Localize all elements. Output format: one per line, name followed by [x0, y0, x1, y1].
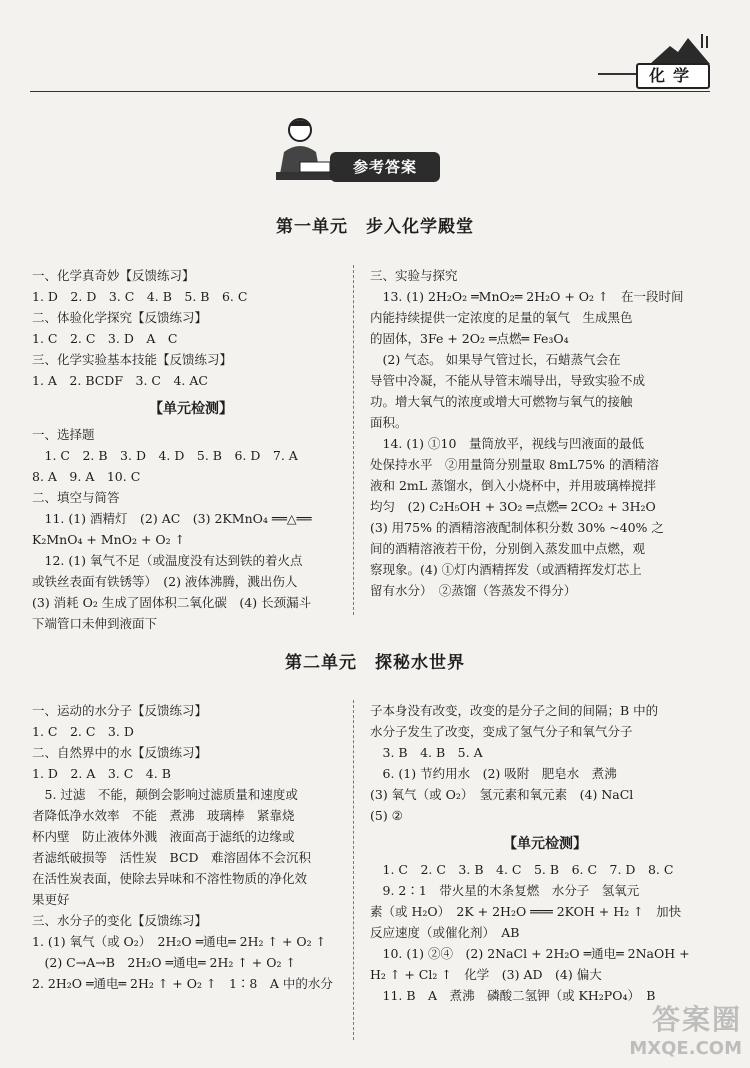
- answer-line: 留有水分） ②蒸馏（答蒸发不得分）: [370, 583, 577, 598]
- answer-line: 1. C 2. C 3. D: [32, 724, 134, 739]
- answer-line: 果更好: [32, 892, 70, 907]
- section-heading: 一、运动的水分子【反馈练习】: [32, 703, 208, 718]
- answer-line: 杯内壁 防止液体外溅 液面高于滤纸的边缘或: [32, 829, 295, 844]
- column-divider-2: [353, 700, 354, 1040]
- answer-line: 8. A 9. A 10. C: [32, 469, 141, 484]
- answer-line: 的固体，3Fe + 2O₂ ═点燃═ Fe₃O₄: [370, 331, 569, 346]
- answer-line: (3) 用75% 的酒精溶液配制体积分数 30% ~40% 之: [370, 520, 664, 535]
- section-heading: 三、实验与探究: [370, 268, 458, 283]
- answer-line: 3. B 4. B 5. A: [370, 745, 483, 760]
- answer-line: 在活性炭表面，使除去异味和不溶性物质的净化效: [32, 871, 308, 886]
- answer-emblem: [270, 112, 450, 192]
- answer-line: 内能持续提供一定浓度的足量的氧气 生成黑色: [370, 310, 633, 325]
- answer-line: (3) 消耗 O₂ 生成了固体积二氧化碳 (4) 长颈漏斗: [32, 595, 312, 610]
- unit1-title: 第一单元 步入化学殿堂: [276, 217, 474, 237]
- watermark-url: MXQE.COM: [629, 1038, 742, 1059]
- answer-line: 11. B A 煮沸 磷酸二氢钾（或 KH₂PO₄） B: [370, 988, 656, 1003]
- section-heading: 三、化学实验基本技能【反馈练习】: [32, 352, 233, 367]
- answer-banner: 参考答案: [330, 152, 440, 182]
- answer-line: 水分子发生了改变，变成了氢气分子和氧气分子: [370, 724, 633, 739]
- answer-line: (2) 气态。 如果导气管过长，石蜡蒸气会在: [370, 352, 621, 367]
- unit2-left-column: [32, 700, 350, 994]
- section-heading: 二、填空与简答: [32, 490, 120, 505]
- header-rule-short: [598, 73, 638, 75]
- answer-line: 1. C 2. C 3. B 4. C 5. B 6. C 7. D 8. C: [370, 862, 674, 877]
- subject-tab: 化学: [636, 63, 710, 89]
- answer-line: 6. (1) 节约用水 (2) 吸附 肥皂水 煮沸: [370, 766, 617, 781]
- watermark: [592, 998, 742, 1058]
- answer-line: 1. C 2. B 3. D 4. D 5. B 6. D 7. A: [32, 448, 298, 463]
- section-heading: 一、化学真奇妙【反馈练习】: [32, 268, 195, 283]
- answer-line: 12. (1) 氧气不足（或温度没有达到铁的着火点: [32, 553, 303, 568]
- answer-line: 5. 过滤 不能，颠倒会影响过滤质量和速度或: [32, 787, 298, 802]
- answer-line: H₂ ↑ + Cl₂ ↑ 化学 (3) AD (4) 偏大: [370, 967, 602, 982]
- answer-line: (5) ②: [370, 808, 403, 823]
- answer-line: 者滤纸破损等 活性炭 BCD 难溶固体不会沉积: [32, 850, 312, 865]
- answer-line: 者降低净水效率 不能 煮沸 玻璃棒 紧靠烧: [32, 808, 295, 823]
- answer-line: 功。增大氧气的浓度或增大可燃物与氧气的接触: [370, 394, 633, 409]
- answer-line: 1. D 2. A 3. C 4. B: [32, 766, 171, 781]
- answer-line: 11. (1) 酒精灯 (2) AC (3) 2KMnO₄ ══△══: [32, 511, 312, 526]
- unit2-right-column: [370, 700, 720, 1006]
- answer-line: 1. D 2. D 3. C 4. B 5. B 6. C: [32, 289, 248, 304]
- answer-line: 2. 2H₂O ═通电═ 2H₂ ↑ + O₂ ↑ 1∶8 A 中的水分: [32, 976, 333, 991]
- subsection-heading: 【单元检测】: [149, 401, 233, 417]
- answer-line: 察现象。(4) ①灯内酒精挥发（或酒精挥发灯芯上: [370, 562, 642, 577]
- section-heading: 二、体验化学探究【反馈练习】: [32, 310, 208, 325]
- answer-line: K₂MnO₄ + MnO₂ + O₂ ↑: [32, 532, 186, 547]
- unit1-right-column: [370, 265, 720, 601]
- section-heading: 一、选择题: [32, 427, 95, 442]
- answer-line: 或铁丝表面有铁锈等） (2) 液体沸腾，溅出伤人: [32, 574, 298, 589]
- header-rule: [30, 91, 710, 92]
- answer-line: 导管中冷凝，不能从导管末端导出，导致实验不成: [370, 373, 646, 388]
- answer-line: 下端管口未伸到液面下: [32, 616, 158, 631]
- unit1-left-column: [32, 265, 350, 634]
- subsection-heading: 【单元检测】: [503, 836, 587, 852]
- answer-line: 反应速度（或催化剂） AB: [370, 925, 520, 940]
- answer-line: 间的酒精溶液若干份，分别倒入蒸发皿中点燃，观: [370, 541, 646, 556]
- answer-line: 均匀 (2) C₂H₅OH + 3O₂ ═点燃═ 2CO₂ + 3H₂O: [370, 499, 656, 514]
- answer-line: 处保持水平 ②用量筒分别量取 8mL75% 的酒精溶: [370, 457, 659, 472]
- answer-line: 1. A 2. BCDF 3. C 4. AC: [32, 373, 208, 388]
- answer-line: 面积。: [370, 415, 408, 430]
- answer-line: 1. C 2. C 3. D A C: [32, 331, 178, 346]
- answer-line: 13. (1) 2H₂O₂ ═MnO₂═ 2H₂O + O₂ ↑ 在一段时间: [370, 289, 684, 304]
- column-divider: [353, 265, 354, 615]
- unit2-title: 第二单元 探秘水世界: [285, 653, 465, 673]
- section-heading: 二、自然界中的水【反馈练习】: [32, 745, 208, 760]
- answer-line: 1. (1) 氧气（或 O₂） 2H₂O ═通电═ 2H₂ ↑ + O₂ ↑: [32, 934, 327, 949]
- answer-line: 素（或 H₂O） 2K + 2H₂O ═══ 2KOH + H₂ ↑ 加快: [370, 904, 682, 919]
- section-heading: 三、水分子的变化【反馈练习】: [32, 913, 208, 928]
- answer-line: 14. (1) ①10 量筒放平，视线与凹液面的最低: [370, 436, 644, 451]
- answer-line: 子本身没有改变，改变的是分子之间的间隔；B 中的: [370, 703, 659, 718]
- mountain-icon: [650, 34, 710, 64]
- answer-line: 9. 2∶1 带火星的木条复燃 水分子 氢氧元: [370, 883, 640, 898]
- answer-line: 液和 2mL 蒸馏水，倒入小烧杯中，并用玻璃棒搅拌: [370, 478, 657, 493]
- student-reading-icon: [270, 112, 340, 192]
- answer-line: (2) C→A→B 2H₂O ═通电═ 2H₂ ↑ + O₂ ↑: [32, 955, 296, 970]
- watermark-text: 答案圈: [651, 1003, 742, 1036]
- answer-line: (3) 氧气（或 O₂） 氢元素和氧元素 (4) NaCl: [370, 787, 634, 802]
- answer-line: 10. (1) ②④ (2) 2NaCl + 2H₂O ═通电═ 2NaOH +: [370, 946, 690, 961]
